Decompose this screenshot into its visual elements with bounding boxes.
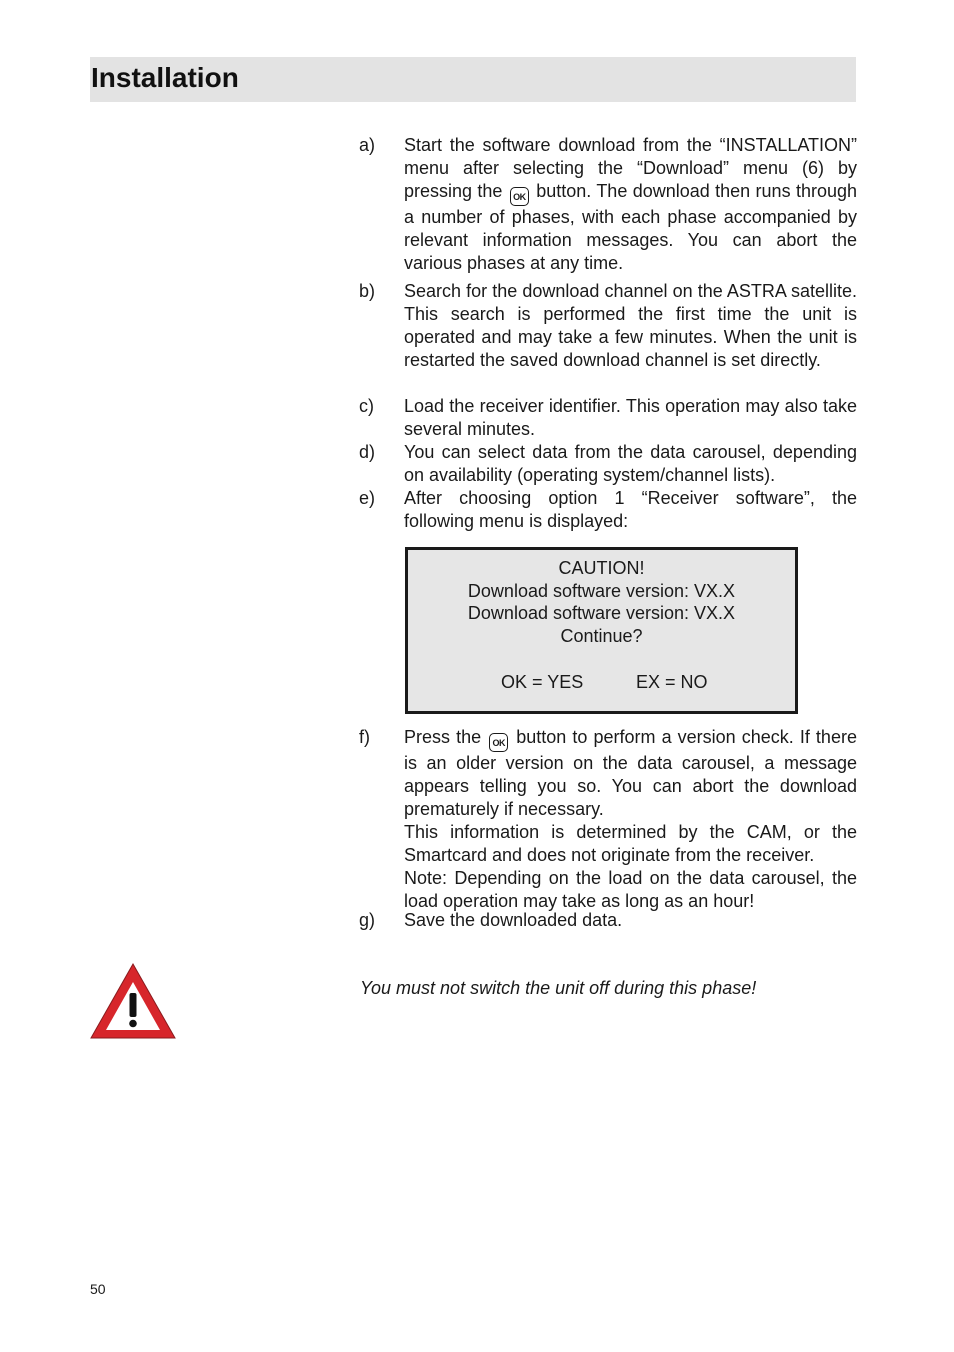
step-info-paragraph: This information is determined by the CAM, or the Smartcard and does not originate from the receiver. [404,822,857,865]
step-label: e) [359,488,376,508]
step-label: a) [359,135,376,155]
step-text: Save the downloaded data. [404,910,623,930]
step-d [359,441,857,487]
step-text-continued: button. The download then runs through a number of phases, with each phase accompanied by relevant information messages. You can abort the various phases at any time. [404,181,857,273]
section-header [90,57,856,102]
step-text: Start the software download from the “INSTALLATION” menu after selecting the “Download” menu (6) by pressing the [404,135,857,201]
page-number: 50 [90,1281,106,1297]
ok-button-icon: OK [510,187,529,206]
ok-button-icon: OK [489,733,508,752]
step-e [359,487,857,533]
step-c [359,395,857,441]
step-text: You can select data from the data carousel, depending on availability (operating system/channel lists). [404,442,857,485]
warning-message: You must not switch the unit off during this phase! [360,978,757,998]
dialog-caution-title: CAUTION! [558,558,645,578]
dialog-yes-option: OK = YES [501,672,584,692]
warning-triangle-icon [89,962,177,1040]
step-text: Press the [404,727,482,747]
step-b [359,280,857,372]
step-label: c) [359,396,374,416]
section-title: Installation [91,62,239,93]
step-text: Search for the download channel on the ASTRA satellite. This search is performed the first time the unit is operated and may take a few minutes. When the unit is restarted the saved download channel is set directly. [404,281,857,370]
step-note-paragraph: Note: Depending on the load on the data carousel, the load operation may take as long as an hour! [404,868,857,911]
step-label: b) [359,281,376,301]
step-label: g) [359,910,376,930]
step-text: Load the receiver identifier. This operation may also take several minutes. [404,396,857,439]
dialog-version-line: Download software version: VX.X [467,603,736,623]
step-g [359,909,857,932]
step-a [359,134,857,275]
step-text-continued: button to perform a version check. If there is an older version on the data carousel, a message appears telling you so. You can abort the download prematurely if necessary. [404,727,857,819]
step-f [359,726,857,913]
dialog-version-line: Download software version: VX.X [467,581,736,601]
step-text: After choosing option 1 “Receiver software”, the following menu is displayed: [404,488,857,531]
dialog-no-option: EX = NO [636,672,708,692]
dialog-continue-prompt: Continue? [560,626,643,646]
step-label: d) [359,442,376,462]
step-label: f) [359,727,370,747]
caution-dialog [405,547,798,714]
